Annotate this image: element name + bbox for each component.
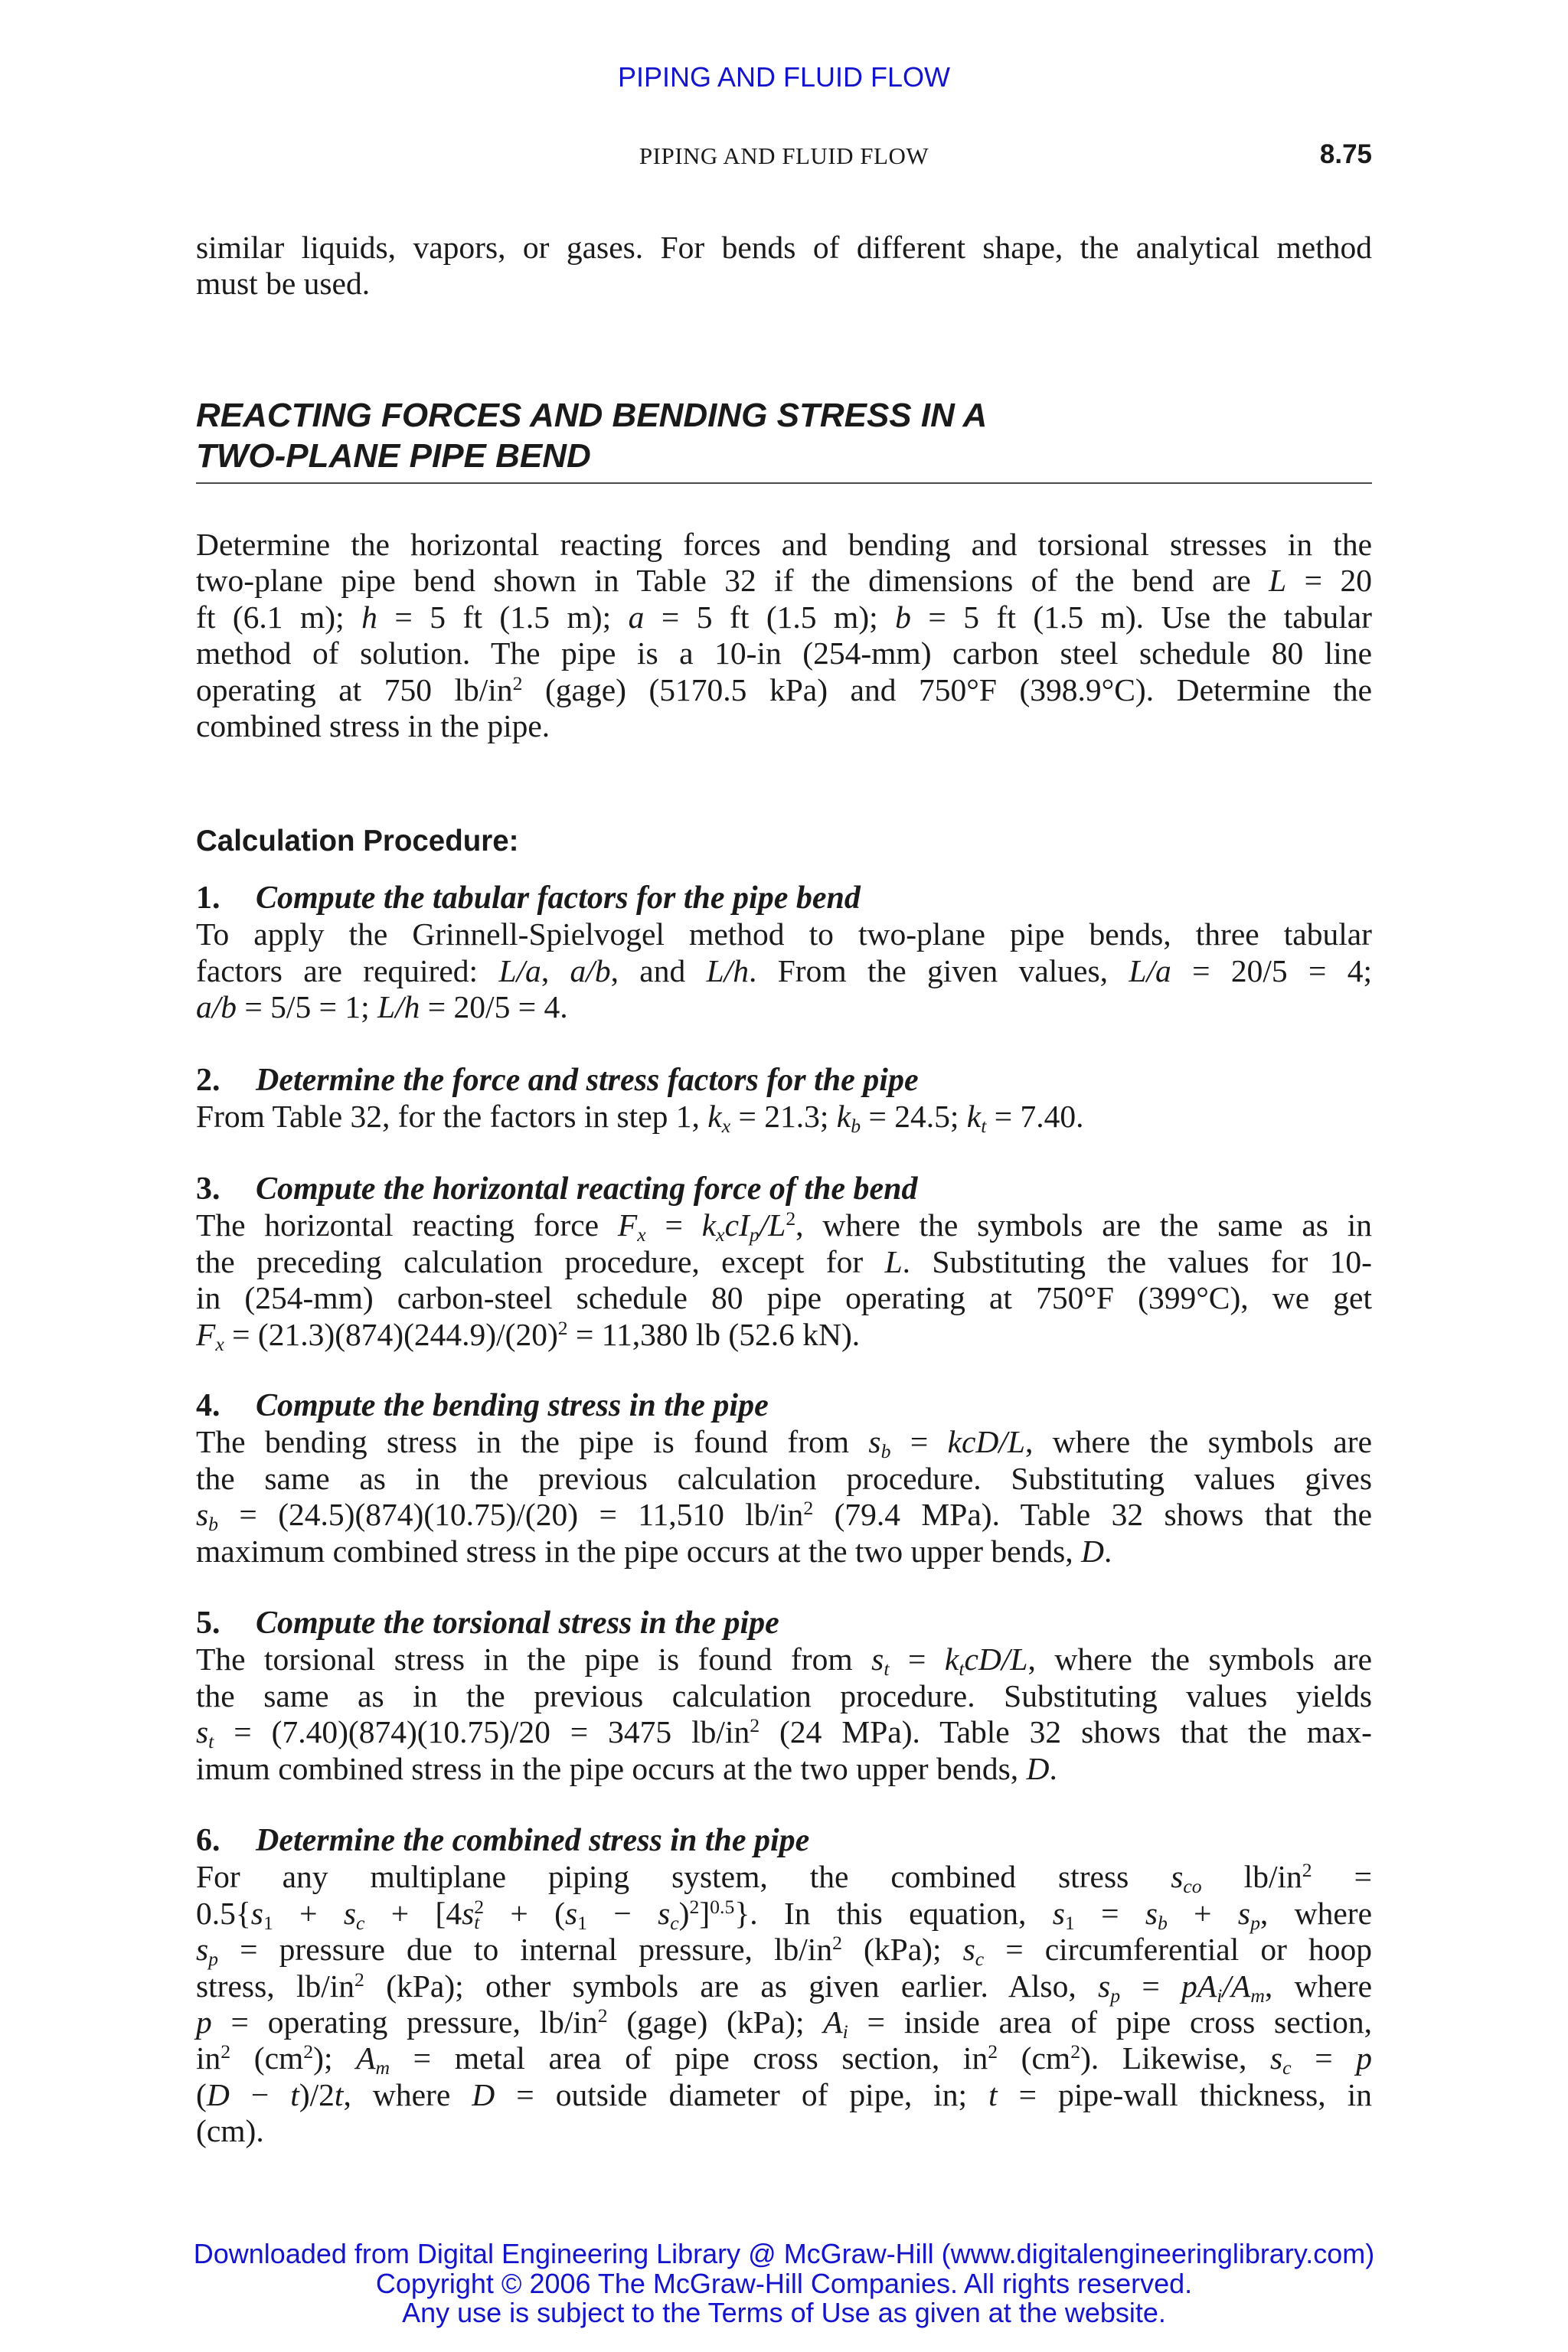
text-line: stress, $lb/in^2$ (kPa); other symbols are as given earlier. Also, $s_p = pA_i/A_m$, where bbox=[196, 1968, 1373, 2007]
step-title: 1. Compute the tabular factors for the pipe bend bbox=[196, 880, 861, 916]
text-line: $in^2$ $(cm^2)$; $A_m$ = metal area of pipe cross section, $in^2$ $(cm^2)$. Likewise, $s_c = p$ bbox=[196, 2040, 1372, 2079]
step-4 bbox=[196, 1388, 1372, 1570]
section-heading bbox=[196, 395, 1372, 476]
text-line: $s_t = (7.40)(874)(10.75)/20 = 3475$ $lb/in^2$ (24 MPa). Table 32 shows that the max- bbox=[196, 1714, 1372, 1753]
text-line: a/b = 5/5 = 1; L/h = 20/5 = 4. bbox=[196, 989, 568, 1025]
text-line: The horizontal reacting force $F_x = k_xcI_p/L^2$, where the symbols are the same as in bbox=[196, 1207, 1373, 1246]
step-title: 6. Determine the combined stress in the pipe bbox=[196, 1823, 810, 1858]
step-title: 2. Determine the force and stress factors for the pipe bbox=[196, 1063, 919, 1098]
text-line: $F_x = (21.3)(874)(244.9)/(20)^2 = 11,380$ lb (52.6 kN). bbox=[196, 1316, 861, 1355]
footer-notice bbox=[0, 2239, 1568, 2328]
intro-paragraph bbox=[196, 230, 1372, 302]
text-line: combined stress in the pipe. bbox=[196, 708, 550, 744]
text-line: the preceding calculation procedure, except for L. Substituting the values for 10- bbox=[196, 1243, 1372, 1279]
text-line: ft (6.1 m); h = 5 ft (1.5 m); a = 5 ft (1.5 m); b = 5 ft (1.5 m). Use the tabular bbox=[196, 599, 1372, 635]
step-5 bbox=[196, 1606, 1372, 1787]
text-line: To apply the Grinnell-Spielvogel method to two-plane pipe bends, three tabular bbox=[196, 916, 1372, 952]
text-line: The bending stress in the pipe is found from $s_b = kcD/L$, where the symbols are bbox=[196, 1424, 1372, 1463]
text-line: (D − t)/2t, where D = outside diameter of pipe, in; t = pipe-wall thickness, in bbox=[196, 2076, 1372, 2112]
text-line: must be used. bbox=[196, 266, 371, 302]
heading-line: REACTING FORCES AND BENDING STRESS IN A bbox=[196, 397, 988, 434]
text-line: For any multiplane piping system, the combined stress $s_{co}$ $lb/in^2$ = bbox=[196, 1859, 1372, 1898]
text-line: factors are required: L/a, a/b, and L/h. From the given values, L/a = 20/5 = 4; bbox=[196, 952, 1373, 988]
problem-statement bbox=[196, 527, 1372, 744]
text-line: From Table 32, for the factors in step 1, $k_x = 21.3$; $k_b = 24.5$; $k_t = 7.40$. bbox=[196, 1099, 1084, 1138]
text-line: imum combined stress in the pipe occurs at the two upper bends, D. bbox=[196, 1750, 1057, 1786]
text-line: $s_p$ = pressure due to internal pressure, $lb/in^2$ (kPa); $s_c$ = circumferential or hoop bbox=[196, 1932, 1372, 1971]
heading-line: TWO-PLANE PIPE BEND bbox=[196, 437, 591, 475]
footer-download-link[interactable]: Downloaded from Digital Engineering Library @ McGraw-Hill (www.digitalengineeringlibrary.com) bbox=[193, 2238, 1375, 2269]
text-line: the same as in the previous calculation procedure. Substituting values yields bbox=[196, 1677, 1372, 1713]
text-line: $s_b = (24.5)(874)(10.75)/(20) = 11,510$ $lb/in^2$ (79.4 MPa). Table 32 shows that the bbox=[196, 1497, 1372, 1536]
step-6 bbox=[196, 1823, 1372, 2150]
text-line: The torsional stress in the pipe is found from $s_t = k_tcD/L$, where the symbols are bbox=[196, 1642, 1372, 1681]
page-number: 8.75 bbox=[1319, 139, 1372, 169]
step-title: 4. Compute the bending stress in the pipe bbox=[196, 1388, 769, 1423]
text-line: $0.5\{s_1 + s_c + [4s$ 2 t + $(s_1 - s_c)^2]^{0.5}$}. In this equation, $s_1 = s_b + s_p$, where bbox=[196, 1895, 1373, 1935]
text-line: method of solution. The pipe is a 10-in (254-mm) carbon steel schedule 80 line bbox=[196, 635, 1372, 671]
step-1 bbox=[196, 880, 1372, 1026]
text-line: maximum combined stress in the pipe occurs at the two upper bends, D. bbox=[196, 1533, 1112, 1569]
step-3 bbox=[196, 1171, 1372, 1353]
header-link-title[interactable]: PIPING AND FLUID FLOW bbox=[617, 61, 951, 93]
text-line: p = operating pressure, $lb/in^2$ (gage) (kPa); $A_i$ = inside area of pipe cross section, bbox=[196, 2004, 1372, 2043]
text-line: (cm). bbox=[196, 2113, 264, 2149]
heading-divider bbox=[196, 482, 1372, 484]
text-line: the same as in the previous calculation procedure. Substituting values gives bbox=[196, 1460, 1372, 1496]
running-head: PIPING AND FLUID FLOW bbox=[639, 142, 929, 169]
step-title: 5. Compute the torsional stress in the pipe bbox=[196, 1606, 779, 1641]
text-line: Determine the horizontal reacting forces and bending and torsional stresses in the bbox=[196, 527, 1372, 562]
footer-terms[interactable]: Any use is subject to the Terms of Use as given at the website. bbox=[402, 2297, 1166, 2328]
step-title: 3. Compute the horizontal reacting force of the bend bbox=[196, 1171, 918, 1207]
footer-copyright[interactable]: Copyright © 2006 The McGraw-Hill Companies. All rights reserved. bbox=[375, 2267, 1193, 2299]
text-line: in (254-mm) carbon-steel schedule 80 pipe operating at 750°F (399°C), we get bbox=[196, 1280, 1372, 1316]
text-line: operating at 750 $lb/in^2$ (gage) (5170.5 kPa) and 750°F (398.9°C). Determine the bbox=[196, 671, 1372, 707]
text-line: similar liquids, vapors, or gases. For bends of different shape, the analytical method bbox=[196, 230, 1372, 265]
calculation-procedure-label: Calculation Procedure: bbox=[196, 825, 519, 858]
text-line: two-plane pipe bend shown in Table 32 if the dimensions of the bend are L = 20 bbox=[196, 563, 1372, 599]
step-2 bbox=[196, 1063, 1372, 1138]
